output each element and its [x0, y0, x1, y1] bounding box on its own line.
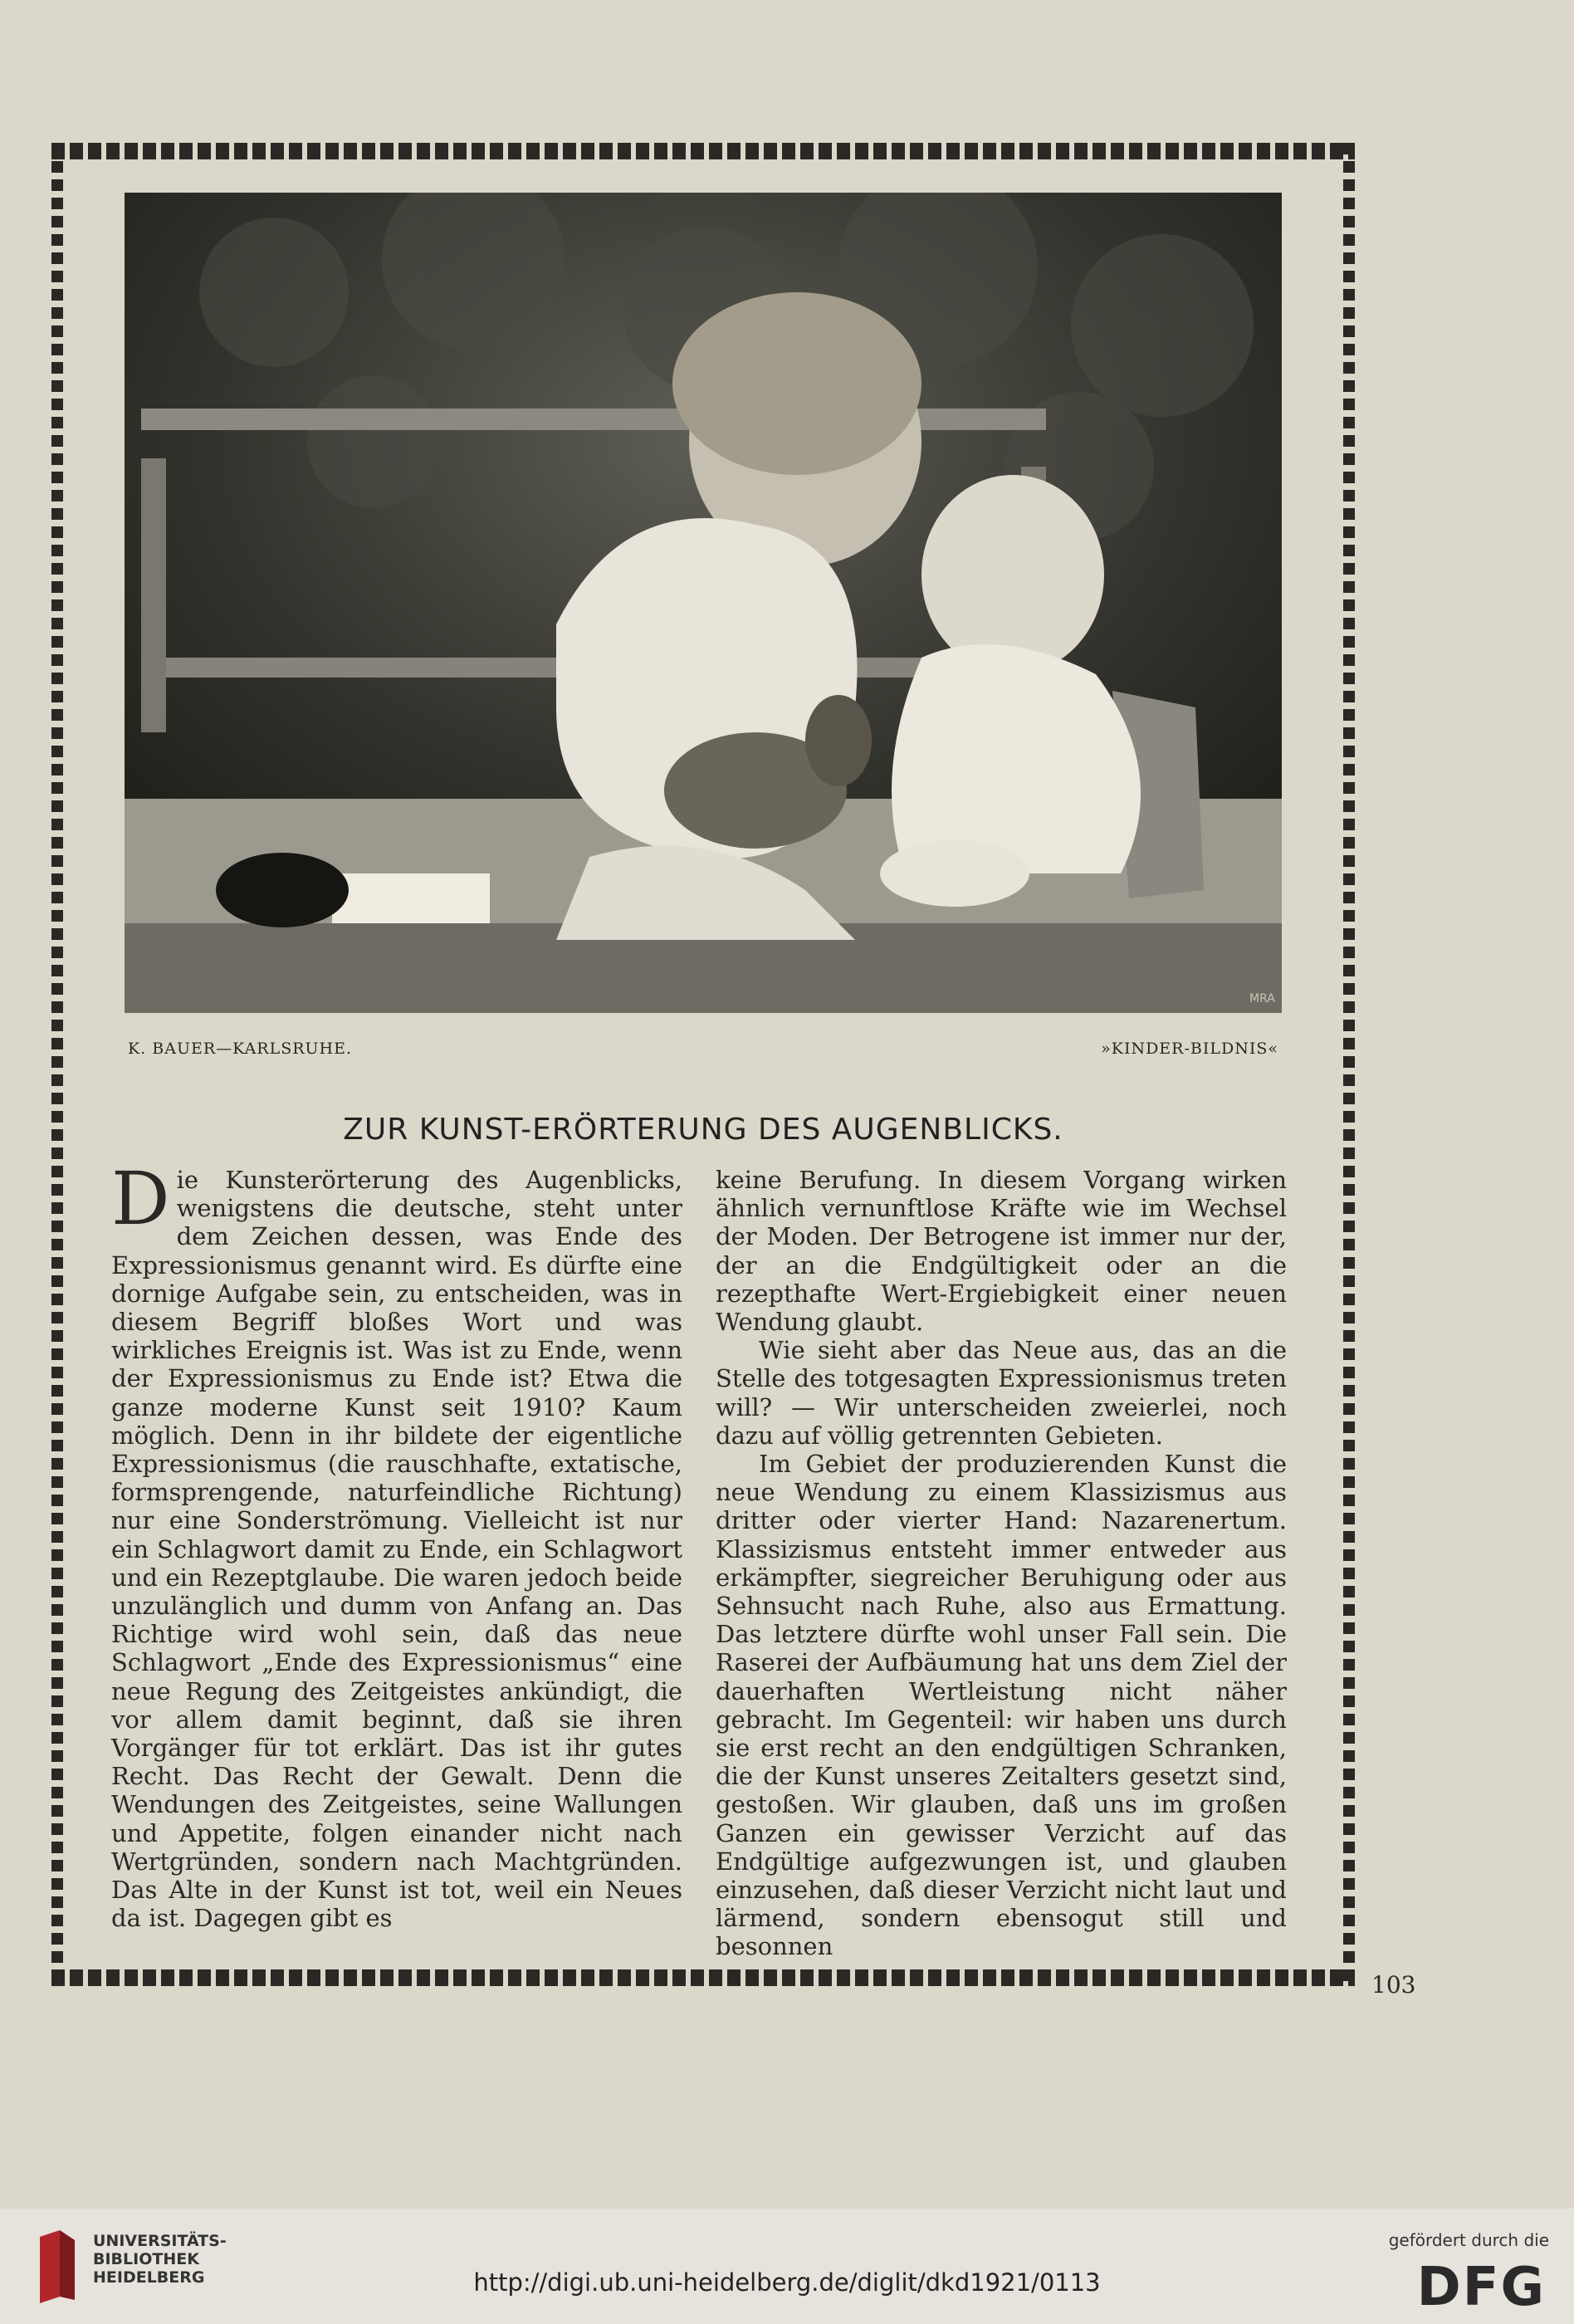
text-column-left: [111, 1156, 682, 1933]
decorative-frame: [51, 143, 1355, 1986]
drop-cap: D: [111, 1156, 170, 1241]
paragraph-text: ie Kunsterörterung des Augenblicks, wenigstens die deutsche, steht unter dem Zeichen dessen, was Ende des Expressionismus genannt wird. Es dürfte eine dornige Aufgabe sein, zu entscheiden, was in diesem Begriff bloßes Wort und was wirkliches Ereignis ist. Was ist zu Ende, wenn der Expressionismus zu Ende ist? Etwa die ganze moderne Kunst seit 1910? Kaum möglich. Denn in ihr bildete der eigentliche Expressionismus (die rauschhafte, extatische, formsprengende, naturfeindliche Richtung) nur eine Sonderströmung. Vielleicht ist nur ein Schlagwort damit zu Ende, ein Schlagwort und ein Rezeptglaube. Die waren jedoch beide unzulänglich und dumm von Anfang an. Das Richtige wird wohl sein, daß das neue Schlagwort „Ende des Expressionismus“ eine neue Regung des Zeitgeistes ankündigt, die vor allem damit beginnt, daß sie ihren Vorgänger für tot erklärt. Das ist ihr gutes Recht. Das Recht der Gewalt. Denn die Wendungen des Zeitgeistes, seine Wallungen und Appetite, folgen einander nicht nach Wertgründen, sondern nach Machtgründen. Das Alte in der Kunst ist tot, weil ein Neues da ist. Dagegen gibt es: [111, 1166, 682, 1933]
paragraph: Wie sieht aber das Neue aus, das an die Stelle des totgesagten Expressionismus treten will? — Wir unterscheiden zweierlei, noch dazu auf völlig getrennten Gebieten.: [716, 1336, 1287, 1450]
photograph-children-on-bench: [125, 193, 1282, 1013]
paragraph: keine Berufung. In diesem Vorgang wirken ähnlich vernunftlose Kräfte wie im Wechsel der Moden. Der Betrogene ist immer nur der, der an die Endgültigkeit oder an die rezepthafte Wert-Ergiebigkeit einer neuen Wendung glaubt.: [716, 1166, 1287, 1337]
frame-border-top: [51, 143, 1355, 159]
text-column-right: [716, 1166, 1287, 1961]
dfg-logo: DFG: [1416, 2257, 1546, 2318]
institution-line: UNIVERSITÄTS-: [93, 2232, 227, 2250]
frame-border-bottom: [51, 1969, 1355, 1986]
permalink-url[interactable]: http://digi.ub.uni-heidelberg.de/diglit/dkd1921/0113: [473, 2268, 1101, 2297]
article-title: ZUR KUNST-ERÖRTERUNG DES AUGENBLICKS.: [343, 1113, 1063, 1147]
photo-credit: K. BAUER—KARLSRUHE.: [128, 1040, 353, 1058]
institution-line: HEIDELBERG: [93, 2268, 205, 2287]
paragraph: [111, 1156, 682, 1933]
frame-border-left: [51, 143, 63, 1986]
page-number: 103: [1371, 1971, 1416, 1999]
photo-illustration: [125, 193, 1282, 1013]
funded-by-label: gefördert durch die: [1388, 2230, 1549, 2250]
photo-signature: MRA: [1249, 992, 1275, 1005]
institution-line: BIBLIOTHEK: [93, 2250, 199, 2268]
photo-title: »KINDER-BILDNIS«: [1101, 1040, 1278, 1058]
frame-border-right: [1343, 143, 1355, 1986]
paragraph: Im Gebiet der produzierenden Kunst die neue Wendung zu einem Klassizismus aus dritter oder vierter Hand: Nazarenertum. Klassizismus entsteht immer entweder aus erkämpfter, siegreicher Beruhigung oder aus Sehnsucht nach Ruhe, also aus Ermattung. Das letztere dürfte wohl unser Fall sein. Die Raserei der Aufbäumung hat uns dem Ziel der dauerhaften Wertleistung nicht näher gebracht. Im Gegenteil: wir haben uns durch sie erst recht an den endgültigen Schranken, die der Kunst unseres Zeitalters gesetzt sind, gestoßen. Wir glauben, daß uns im großen Ganzen ein gewisser Verzicht auf das Endgültige aufgezwungen ist, und glauben einzusehen, daß dieser Verzicht nicht laut und lärmend, sondern ebensogut still und besonnen: [716, 1450, 1287, 1961]
digital-library-footer: [0, 2209, 1574, 2324]
